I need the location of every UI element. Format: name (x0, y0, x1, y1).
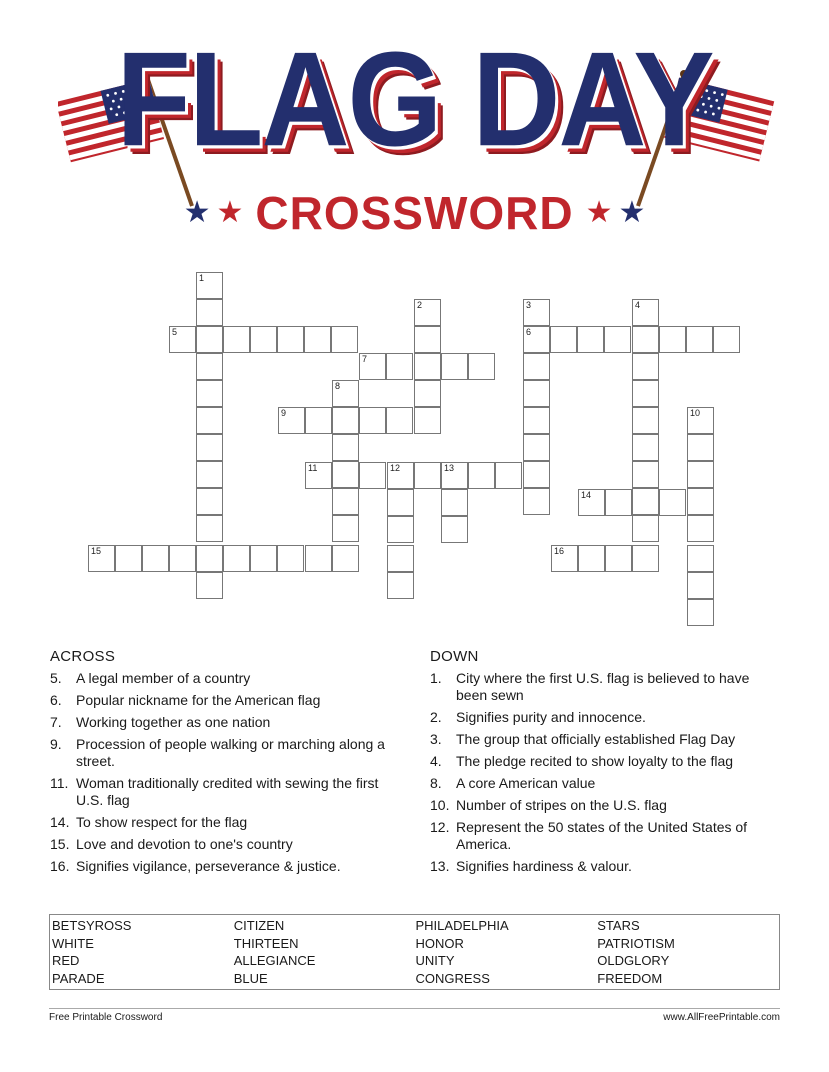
clue-number: 1 (199, 273, 205, 283)
star-icon: ★ (216, 196, 244, 229)
clue-number: 2 (417, 300, 423, 310)
grid-cell[interactable] (550, 326, 577, 353)
grid-cell[interactable] (414, 380, 441, 407)
grid-cell[interactable] (632, 353, 659, 380)
grid-cell[interactable] (88, 545, 115, 572)
grid-cell[interactable] (523, 299, 550, 326)
grid-cell[interactable] (523, 434, 550, 461)
grid-cell[interactable] (713, 326, 740, 353)
grid-cell[interactable] (387, 545, 414, 572)
clue-item: 9. Procession of people walking or marching along a street. (50, 736, 385, 769)
grid-cell[interactable] (632, 326, 659, 353)
across-clues (50, 648, 405, 880)
word-bank-item: BETSYROSS (52, 918, 132, 933)
page-title: FLAG DAY (116, 24, 713, 174)
grid-cell[interactable] (414, 353, 441, 380)
word-bank-item: PARADE (52, 970, 105, 986)
word-bank-item: OLDGLORY (597, 953, 670, 968)
grid-cell[interactable] (441, 489, 468, 516)
grid-cell[interactable] (687, 515, 714, 542)
grid-cell[interactable] (523, 488, 550, 515)
grid-cell[interactable] (441, 462, 468, 489)
grid-cell[interactable] (687, 434, 714, 461)
grid-cell[interactable] (223, 545, 250, 572)
grid-cell[interactable] (523, 353, 550, 380)
word-bank (49, 914, 780, 990)
grid-cell[interactable] (331, 326, 358, 353)
grid-cell[interactable] (687, 545, 714, 572)
clue-number: 11 (308, 463, 318, 473)
word-bank-item: CONGRESS (415, 970, 490, 986)
grid-cell[interactable] (577, 326, 604, 353)
clue-number: 7 (362, 354, 368, 364)
grid-cell[interactable] (632, 434, 659, 461)
grid-cell[interactable] (387, 489, 414, 516)
star-icon: ★ (585, 196, 613, 229)
clue-number: 4 (635, 300, 641, 310)
grid-cell[interactable] (468, 462, 495, 489)
grid-cell[interactable] (305, 545, 332, 572)
grid-cell[interactable] (468, 353, 495, 380)
grid-cell[interactable] (387, 462, 414, 489)
grid-cell[interactable] (523, 380, 550, 407)
grid-cell[interactable] (305, 462, 332, 489)
grid-cell[interactable] (659, 326, 686, 353)
word-bank-item: PATRIOTISM (597, 935, 675, 951)
clue-item: 1. City where the first U.S. flag is believed to have been sewn (430, 670, 750, 703)
grid-cell[interactable] (196, 488, 223, 515)
grid-cell[interactable] (304, 326, 331, 353)
grid-cell[interactable] (659, 489, 686, 516)
grid-cell[interactable] (687, 407, 714, 434)
word-bank-item: PHILADELPHIA (415, 918, 509, 933)
grid-cell[interactable] (250, 545, 277, 572)
grid-cell[interactable] (332, 515, 359, 542)
clue-number: 12 (390, 463, 401, 473)
clue-item: 15. Love and devotion to one's country (50, 836, 293, 852)
grid-cell[interactable] (142, 545, 169, 572)
grid-cell[interactable] (196, 272, 223, 299)
grid-cell[interactable] (169, 545, 196, 572)
grid-cell[interactable] (386, 407, 413, 434)
clue-item: 5. A legal member of a country (50, 670, 251, 686)
grid-cell[interactable] (386, 353, 413, 380)
clue-number: 8 (335, 381, 341, 391)
grid-cell[interactable] (578, 545, 605, 572)
star-icon: ★ (183, 196, 211, 229)
clue-number: 14 (581, 490, 592, 500)
grid-cell[interactable] (632, 461, 659, 488)
grid-cell[interactable] (551, 545, 578, 572)
clue-number: 10 (690, 408, 701, 418)
grid-cell[interactable] (250, 326, 277, 353)
grid-cell[interactable] (523, 326, 550, 353)
down-clues (430, 648, 780, 880)
word-bank-item: THIRTEEN (233, 935, 299, 951)
grid-cell[interactable] (605, 489, 632, 516)
grid-cell[interactable] (196, 545, 223, 572)
grid-cell[interactable] (305, 407, 332, 434)
grid-cell[interactable] (495, 462, 522, 489)
grid-cell[interactable] (414, 407, 441, 434)
footer-divider (49, 1008, 780, 1009)
clue-item: 4. The pledge recited to show loyalty to the flag (430, 753, 734, 769)
grid-cell[interactable] (332, 434, 359, 461)
grid-cell[interactable] (196, 434, 223, 461)
grid-cell[interactable] (196, 572, 223, 599)
across-heading: ACROSS (50, 648, 116, 665)
grid-cell[interactable] (441, 516, 468, 543)
word-bank-item: BLUE (233, 970, 268, 986)
grid-cell[interactable] (687, 572, 714, 599)
clue-item: 12. Represent the 50 states of the United States of America. (430, 819, 748, 852)
grid-cell[interactable] (359, 407, 386, 434)
clue-item: 7. Working together as one nation (50, 714, 271, 730)
clue-item: 8. A core American value (430, 775, 596, 791)
grid-cell[interactable] (632, 380, 659, 407)
clue-item: 11. Woman traditionally credited with sewing the first U.S. flag (50, 775, 379, 808)
grid-cell[interactable] (686, 326, 713, 353)
grid-cell[interactable] (196, 515, 223, 542)
grid-cell[interactable] (196, 353, 223, 380)
grid-cell[interactable] (115, 545, 142, 572)
word-bank-item: UNITY (415, 953, 455, 968)
grid-cell[interactable] (332, 380, 359, 407)
clue-item: 14. To show respect for the flag (50, 814, 248, 830)
clue-number: 16 (554, 546, 565, 556)
grid-cell[interactable] (632, 407, 659, 434)
word-bank-item: RED (52, 953, 80, 968)
grid-cell[interactable] (196, 407, 223, 434)
clue-number: 15 (91, 546, 102, 556)
grid-cell[interactable] (277, 545, 304, 572)
grid-cell[interactable] (441, 353, 468, 380)
grid-cell[interactable] (196, 380, 223, 407)
grid-cell[interactable] (687, 461, 714, 488)
footer-left-text: Free Printable Crossword (49, 1012, 163, 1023)
footer-site-link[interactable]: www.AllFreePrintable.com (663, 1012, 780, 1023)
grid-cell[interactable] (196, 461, 223, 488)
clue-item: 10. Number of stripes on the U.S. flag (430, 797, 667, 813)
clue-item: 16. Signifies vigilance, perseverance & justice. (50, 858, 341, 874)
grid-cell[interactable] (387, 572, 414, 599)
grid-cell[interactable] (414, 299, 441, 326)
down-heading: DOWN (430, 648, 479, 665)
grid-cell[interactable] (578, 489, 605, 516)
word-bank-item: HONOR (415, 935, 464, 951)
word-bank-item: ALLEGIANCE (233, 953, 316, 968)
grid-cell[interactable] (632, 299, 659, 326)
grid-cell[interactable] (687, 488, 714, 515)
clue-number: 3 (526, 300, 532, 310)
clue-item: 6. Popular nickname for the American flag (50, 692, 321, 708)
clue-item: 3. The group that officially established Flag Day (430, 731, 736, 747)
grid-cell[interactable] (632, 488, 659, 515)
word-bank-item: CITIZEN (233, 918, 285, 933)
clue-number: 5 (172, 327, 178, 337)
star-icon: ★ (618, 196, 646, 229)
grid-cell[interactable] (277, 326, 304, 353)
grid-cell[interactable] (278, 407, 305, 434)
grid-cell[interactable] (332, 407, 359, 434)
grid-cell[interactable] (604, 326, 631, 353)
grid-cell[interactable] (632, 545, 659, 572)
clue-number: 13 (444, 463, 455, 473)
grid-cell[interactable] (605, 545, 632, 572)
grid-cell[interactable] (196, 299, 223, 326)
grid-cell[interactable] (523, 461, 550, 488)
grid-cell[interactable] (687, 599, 714, 626)
grid-cell[interactable] (332, 461, 359, 488)
grid-cell[interactable] (523, 407, 550, 434)
grid-cell[interactable] (196, 326, 223, 353)
grid-cell[interactable] (332, 545, 359, 572)
grid-cell[interactable] (332, 488, 359, 515)
page-subtitle: CROSSWORD (255, 187, 574, 239)
clue-item: 2. Signifies purity and innocence. (430, 709, 646, 725)
word-bank-item: STARS (597, 918, 640, 933)
grid-cell[interactable] (359, 462, 386, 489)
grid-cell[interactable] (169, 326, 196, 353)
grid-cell[interactable] (223, 326, 250, 353)
clue-number: 9 (281, 408, 287, 418)
grid-cell[interactable] (632, 515, 659, 542)
word-bank-item: WHITE (52, 935, 94, 951)
clue-item: 13. Signifies hardiness & valour. (430, 858, 632, 874)
grid-cell[interactable] (414, 326, 441, 353)
grid-cell[interactable] (414, 462, 441, 489)
word-bank-item: FREEDOM (597, 970, 663, 986)
clue-number: 6 (526, 327, 532, 337)
grid-cell[interactable] (359, 353, 386, 380)
grid-cell[interactable] (387, 516, 414, 543)
